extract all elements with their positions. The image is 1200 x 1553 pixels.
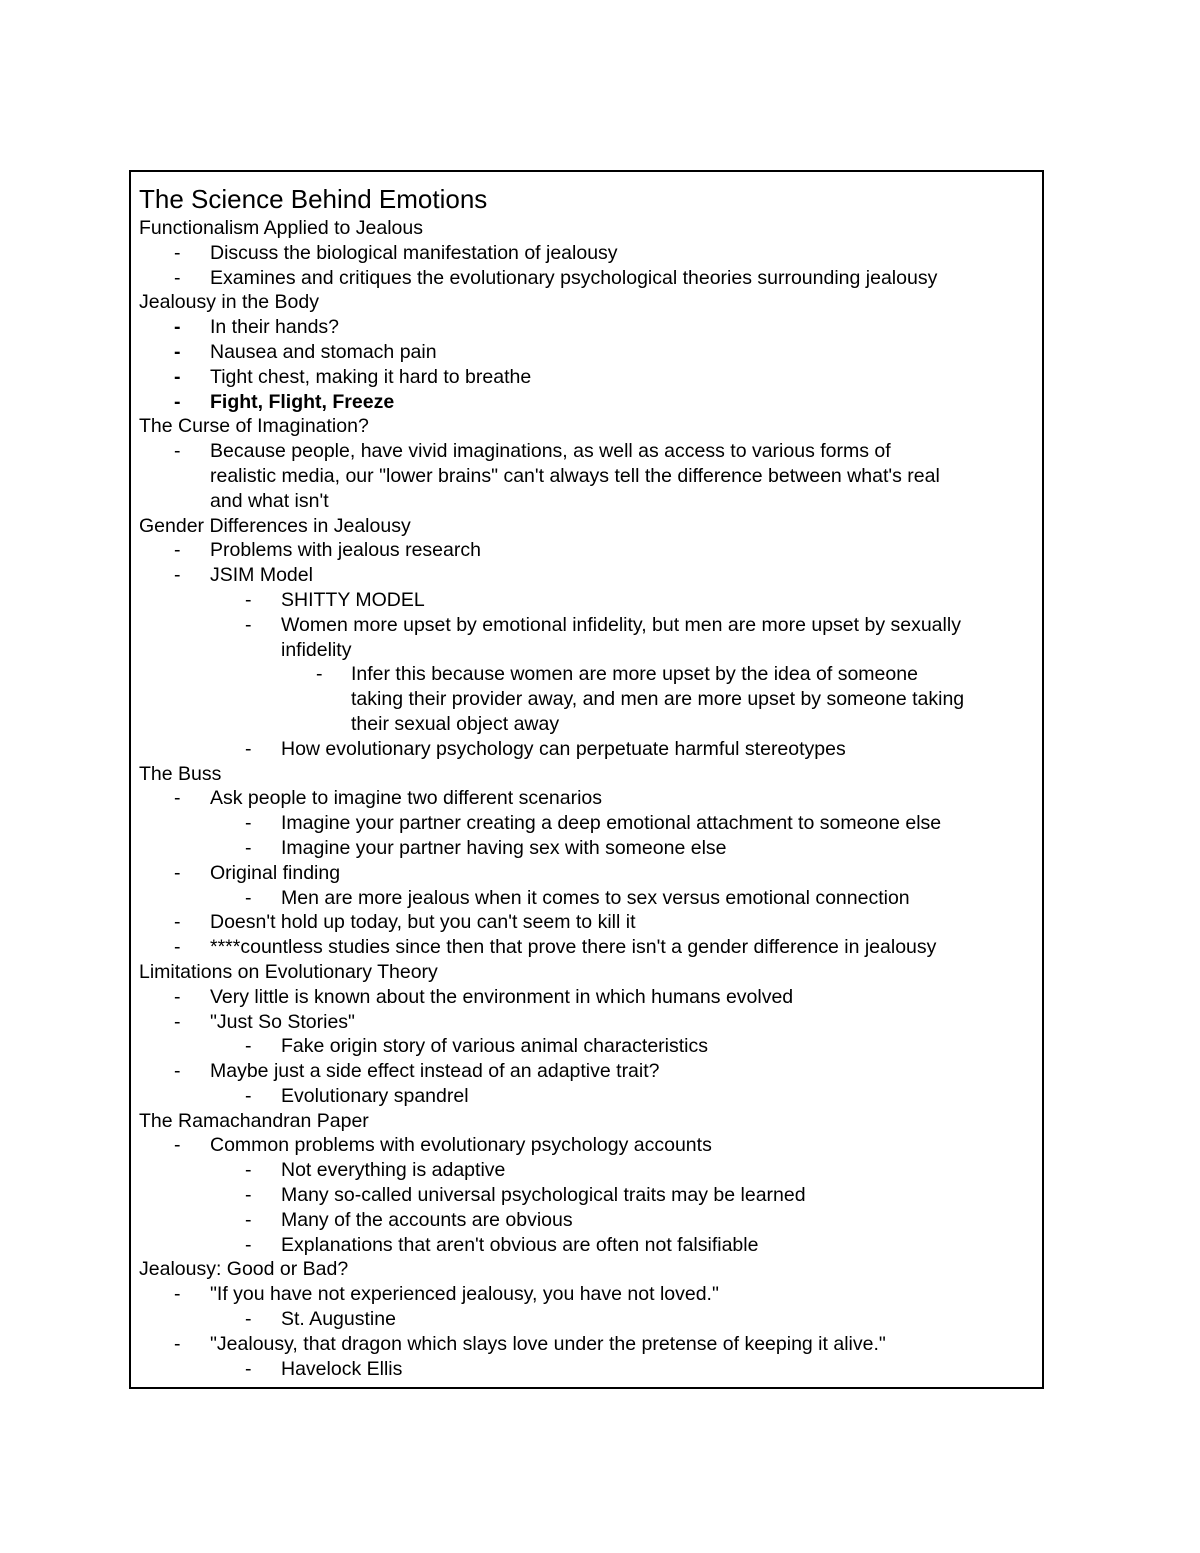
line-text: "If you have not experienced jealousy, you have not loved."	[210, 1283, 719, 1306]
list-item	[0, 1357, 1200, 1382]
line-text: Very little is known about the environment in which humans evolved	[210, 985, 794, 1008]
line-text: Doesn't hold up today, but you can't seem to kill it	[210, 911, 636, 934]
bullet-dash: -	[245, 1308, 252, 1331]
bullet-dash: -	[245, 812, 252, 835]
list-item	[0, 464, 1200, 489]
line-text: infidelity	[281, 638, 352, 661]
line-text: Explanations that aren't obvious are often not falsifiable	[281, 1233, 759, 1256]
bullet-dash: -	[174, 316, 181, 339]
bullet-dash: -	[174, 539, 181, 562]
list-item	[0, 588, 1200, 613]
bullet-dash: -	[174, 390, 181, 413]
line-text: Men are more jealous when it comes to sex versus emotional connection	[281, 886, 910, 909]
line-text: Jealousy: Good or Bad?	[139, 1258, 349, 1281]
section-heading	[0, 514, 1200, 539]
list-item	[0, 315, 1200, 340]
bullet-dash: -	[245, 1159, 252, 1182]
section-heading	[0, 290, 1200, 315]
list-item	[0, 662, 1200, 687]
list-item	[0, 1084, 1200, 1109]
line-text: Many so-called universal psychological traits may be learned	[281, 1184, 806, 1207]
section-heading	[0, 1257, 1200, 1282]
bullet-dash: -	[174, 365, 181, 388]
list-item	[0, 1332, 1200, 1357]
line-text: Women more upset by emotional infidelity, but men are more upset by sexually	[281, 613, 961, 636]
line-text: realistic media, our "lower brains" can't always tell the difference between what's real	[210, 464, 940, 487]
bullet-dash: -	[245, 836, 252, 859]
line-text: Because people, have vivid imaginations, as well as access to various forms of	[210, 440, 891, 463]
line-text: Problems with jealous research	[210, 539, 481, 562]
line-text: The Curse of Imagination?	[139, 415, 369, 438]
list-item	[0, 811, 1200, 836]
line-text: Maybe just a side effect instead of an adaptive trait?	[210, 1060, 660, 1083]
list-item	[0, 1133, 1200, 1158]
bullet-dash: -	[174, 936, 181, 959]
line-text: Discuss the biological manifestation of jealousy	[210, 241, 618, 264]
section-heading	[0, 762, 1200, 787]
line-text: The Ramachandran Paper	[139, 1109, 369, 1132]
line-text: JSIM Model	[210, 564, 313, 587]
list-item	[0, 1307, 1200, 1332]
list-item	[0, 737, 1200, 762]
list-item	[0, 935, 1200, 960]
bullet-dash: -	[174, 1332, 181, 1355]
section-heading	[0, 216, 1200, 241]
bullet-dash: -	[174, 861, 181, 884]
line-text: Tight chest, making it hard to breathe	[210, 365, 532, 388]
bullet-dash: -	[174, 1283, 181, 1306]
bullet-dash: -	[174, 985, 181, 1008]
list-item	[0, 613, 1200, 638]
line-text: and what isn't	[210, 489, 329, 512]
line-text: St. Augustine	[281, 1308, 396, 1331]
list-item	[0, 266, 1200, 291]
section-heading	[0, 1109, 1200, 1134]
list-item	[0, 836, 1200, 861]
bullet-dash: -	[174, 241, 181, 264]
list-item	[0, 1158, 1200, 1183]
line-text: Ask people to imagine two different scenarios	[210, 787, 603, 810]
bullet-dash: -	[174, 1010, 181, 1033]
line-text: SHITTY MODEL	[281, 588, 425, 611]
list-item	[0, 638, 1200, 663]
line-text: Jealousy in the Body	[139, 291, 319, 314]
list-item	[0, 1208, 1200, 1233]
bullet-dash: -	[174, 440, 181, 463]
line-text: Imagine your partner having sex with someone else	[281, 836, 727, 859]
line-text: Fight, Flight, Freeze	[210, 390, 395, 413]
line-text: Common problems with evolutionary psychology accounts	[210, 1134, 712, 1157]
bullet-dash: -	[245, 613, 252, 636]
list-item	[0, 687, 1200, 712]
line-text: Many of the accounts are obvious	[281, 1208, 573, 1231]
line-text: taking their provider away, and men are more upset by someone taking	[351, 688, 965, 711]
list-item	[0, 712, 1200, 737]
line-text: Functionalism Applied to Jealous	[139, 217, 423, 239]
bullet-dash: -	[316, 663, 323, 686]
list-item	[0, 1233, 1200, 1258]
list-item	[0, 1034, 1200, 1059]
bullet-dash: -	[245, 588, 252, 611]
line-text: Havelock Ellis	[281, 1357, 403, 1380]
bullet-dash: -	[245, 737, 252, 760]
list-item	[0, 390, 1200, 415]
bullet-dash: -	[174, 787, 181, 810]
list-item	[0, 1282, 1200, 1307]
line-text: Original finding	[210, 861, 341, 884]
list-item	[0, 340, 1200, 365]
line-text: "Just So Stories"	[210, 1010, 355, 1033]
bullet-dash: -	[174, 1060, 181, 1083]
bullet-dash: -	[245, 1084, 252, 1107]
line-text: their sexual object away	[351, 712, 560, 735]
outline-list	[0, 216, 1200, 1381]
list-item	[0, 861, 1200, 886]
bullet-dash: -	[245, 1357, 252, 1380]
bullet-dash: -	[245, 886, 252, 909]
line-text: "Jealousy, that dragon which slays love under the pretense of keeping it alive."	[210, 1332, 886, 1355]
list-item	[0, 439, 1200, 464]
list-item	[0, 985, 1200, 1010]
list-item	[0, 1010, 1200, 1035]
list-item	[0, 910, 1200, 935]
bullet-dash: -	[174, 564, 181, 587]
line-text: Evolutionary spandrel	[281, 1084, 469, 1107]
line-text: Not everything is adaptive	[281, 1159, 506, 1182]
line-text: How evolutionary psychology can perpetuate harmful stereotypes	[281, 737, 846, 760]
list-item	[0, 563, 1200, 588]
section-heading	[0, 414, 1200, 439]
bullet-dash: -	[174, 1134, 181, 1157]
list-item	[0, 489, 1200, 514]
line-text: Infer this because women are more upset by the idea of someone	[351, 663, 918, 686]
line-text: The Buss	[139, 762, 222, 785]
list-item	[0, 1059, 1200, 1084]
list-item	[0, 365, 1200, 390]
line-text: Imagine your partner creating a deep emotional attachment to someone else	[281, 812, 942, 835]
list-item	[0, 886, 1200, 911]
bullet-dash: -	[245, 1208, 252, 1231]
line-text: Limitations on Evolutionary Theory	[139, 960, 438, 983]
bullet-dash: -	[245, 1035, 252, 1058]
bullet-dash: -	[174, 340, 181, 363]
bullet-dash: -	[174, 266, 181, 289]
bullet-dash: -	[245, 1233, 252, 1256]
line-text: In their hands?	[210, 316, 340, 339]
bullet-dash: -	[245, 1184, 252, 1207]
section-heading	[0, 960, 1200, 985]
line-text: Gender Differences in Jealousy	[139, 514, 411, 537]
line-text: Fake origin story of various animal characteristics	[281, 1035, 708, 1058]
line-text: Examines and critiques the evolutionary psychological theories surrounding jealousy	[210, 266, 938, 289]
list-item	[0, 786, 1200, 811]
line-text: ****countless studies since then that prove there isn't a gender difference in jealousy	[210, 936, 937, 959]
line-text: Nausea and stomach pain	[210, 340, 437, 363]
list-item	[0, 241, 1200, 266]
page-title: The Science Behind Emotions	[139, 184, 488, 214]
bullet-dash: -	[174, 911, 181, 934]
list-item	[0, 538, 1200, 563]
list-item	[0, 1183, 1200, 1208]
